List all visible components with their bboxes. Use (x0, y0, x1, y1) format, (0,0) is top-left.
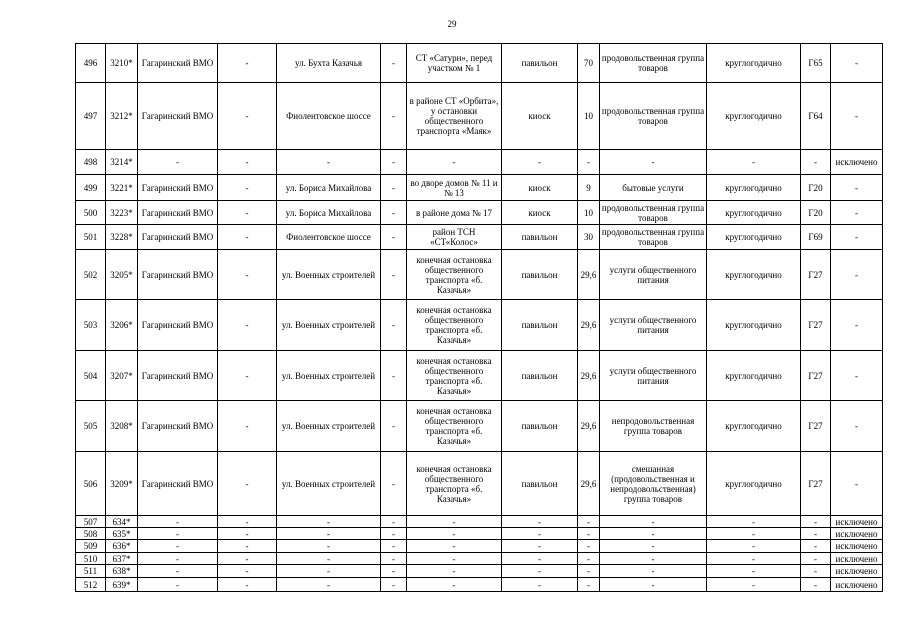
cell-district: Гагаринский ВМО (138, 201, 218, 225)
cell-period: - (707, 150, 801, 175)
table-row (76, 540, 883, 553)
cell-specialization: - (600, 553, 707, 565)
cell-period: круглогодично (707, 300, 801, 351)
cell-location: конечная остановка общественного транспорта «б. Казачья» (407, 250, 502, 300)
cell-specialization: продовольственная группа товаров (600, 44, 707, 83)
cell-street: ул. Бориса Михайлова (277, 175, 381, 201)
cell-area: 10 (578, 83, 600, 150)
cell-zone: Г27 (801, 452, 831, 516)
cell-note: - (831, 401, 883, 452)
cell-period: - (707, 565, 801, 578)
cell-object-code: 3210* (106, 44, 138, 83)
cell-area: 29,6 (578, 250, 600, 300)
cell-street: Фиолентовское шоссе (277, 225, 381, 250)
cell-area: 29,6 (578, 401, 600, 452)
cell-column-4: - (218, 540, 277, 553)
cell-district: Гагаринский ВМО (138, 351, 218, 401)
cell-street: - (277, 553, 381, 565)
cell-period: - (707, 540, 801, 553)
table-row (76, 565, 883, 578)
cell-area: 29,6 (578, 300, 600, 351)
cell-column-6: - (381, 516, 407, 528)
cell-street: ул. Военных строителей (277, 300, 381, 351)
cell-location: - (407, 516, 502, 528)
cell-specialization: - (600, 528, 707, 540)
cell-specialization: продовольственная группа товаров (600, 83, 707, 150)
cell-object-type: - (502, 528, 578, 540)
cell-column-6: - (381, 83, 407, 150)
cell-column-6: - (381, 150, 407, 175)
cell-column-6: - (381, 565, 407, 578)
cell-object-code: 3206* (106, 300, 138, 351)
cell-district: Гагаринский ВМО (138, 175, 218, 201)
cell-zone: - (801, 578, 831, 592)
cell-object-type: павильон (502, 401, 578, 452)
table-row (76, 44, 883, 83)
cell-street: - (277, 565, 381, 578)
cell-row-number: 499 (76, 175, 106, 201)
cell-object-type: - (502, 565, 578, 578)
table-row (76, 578, 883, 592)
cell-zone: Г27 (801, 401, 831, 452)
cell-column-4: - (218, 578, 277, 592)
cell-column-6: - (381, 250, 407, 300)
cell-note: - (831, 250, 883, 300)
cell-row-number: 506 (76, 452, 106, 516)
cell-column-4: - (218, 175, 277, 201)
cell-period: круглогодично (707, 250, 801, 300)
table-row (76, 452, 883, 516)
cell-zone: Г27 (801, 250, 831, 300)
cell-column-4: - (218, 150, 277, 175)
cell-object-type: - (502, 516, 578, 528)
cell-area: - (578, 516, 600, 528)
document-table (75, 43, 883, 592)
cell-note: исключено (831, 540, 883, 553)
cell-location: конечная остановка общественного транспорта «б. Казачья» (407, 351, 502, 401)
cell-period: - (707, 516, 801, 528)
cell-location: - (407, 565, 502, 578)
cell-district: Гагаринский ВМО (138, 401, 218, 452)
cell-street: ул. Бориса Михайлова (277, 201, 381, 225)
cell-note: - (831, 44, 883, 83)
cell-row-number: 500 (76, 201, 106, 225)
cell-specialization: - (600, 565, 707, 578)
table-row (76, 150, 883, 175)
cell-column-6: - (381, 351, 407, 401)
cell-column-6: - (381, 452, 407, 516)
cell-column-6: - (381, 578, 407, 592)
cell-column-6: - (381, 300, 407, 351)
cell-object-type: киоск (502, 83, 578, 150)
cell-note: - (831, 175, 883, 201)
cell-specialization: услуги общественного питания (600, 300, 707, 351)
cell-row-number: 509 (76, 540, 106, 553)
cell-column-6: - (381, 175, 407, 201)
cell-location: конечная остановка общественного транспорта «б. Казачья» (407, 452, 502, 516)
cell-column-4: - (218, 351, 277, 401)
cell-district: - (138, 528, 218, 540)
cell-zone: - (801, 553, 831, 565)
table-row (76, 225, 883, 250)
cell-street: - (277, 528, 381, 540)
cell-zone: Г69 (801, 225, 831, 250)
cell-zone: Г20 (801, 201, 831, 225)
cell-object-code: 638* (106, 565, 138, 578)
cell-column-4: - (218, 565, 277, 578)
cell-specialization: продовольственная группа товаров (600, 201, 707, 225)
cell-district: Гагаринский ВМО (138, 225, 218, 250)
cell-column-6: - (381, 540, 407, 553)
cell-column-4: - (218, 401, 277, 452)
cell-zone: Г20 (801, 175, 831, 201)
cell-period: круглогодично (707, 175, 801, 201)
cell-column-4: - (218, 225, 277, 250)
cell-area: - (578, 553, 600, 565)
cell-specialization: услуги общественного питания (600, 351, 707, 401)
cell-area: - (578, 528, 600, 540)
cell-object-type: киоск (502, 201, 578, 225)
cell-area: 9 (578, 175, 600, 201)
cell-specialization: непродовольственная группа товаров (600, 401, 707, 452)
cell-location: - (407, 553, 502, 565)
cell-location: во дворе домов № 11 и № 13 (407, 175, 502, 201)
cell-row-number: 512 (76, 578, 106, 592)
cell-object-code: 635* (106, 528, 138, 540)
cell-district: - (138, 565, 218, 578)
cell-note: исключено (831, 578, 883, 592)
cell-area: - (578, 150, 600, 175)
cell-object-type: павильон (502, 250, 578, 300)
cell-row-number: 508 (76, 528, 106, 540)
cell-object-code: 3212* (106, 83, 138, 150)
cell-period: - (707, 528, 801, 540)
cell-column-6: - (381, 44, 407, 83)
cell-area: 30 (578, 225, 600, 250)
cell-object-type: - (502, 540, 578, 553)
cell-area: 29,6 (578, 351, 600, 401)
cell-note: - (831, 201, 883, 225)
cell-street: - (277, 150, 381, 175)
cell-row-number: 497 (76, 83, 106, 150)
cell-district: Гагаринский ВМО (138, 250, 218, 300)
cell-period: - (707, 553, 801, 565)
cell-object-code: 3221* (106, 175, 138, 201)
cell-street: ул. Бухта Казачья (277, 44, 381, 83)
cell-location: - (407, 150, 502, 175)
cell-street: ул. Военных строителей (277, 351, 381, 401)
table-row (76, 201, 883, 225)
cell-object-code: 3228* (106, 225, 138, 250)
cell-column-4: - (218, 250, 277, 300)
cell-object-code: 3207* (106, 351, 138, 401)
cell-column-6: - (381, 201, 407, 225)
cell-object-type: - (502, 578, 578, 592)
cell-street: ул. Военных строителей (277, 250, 381, 300)
cell-object-code: 637* (106, 553, 138, 565)
cell-note: - (831, 300, 883, 351)
cell-zone: - (801, 540, 831, 553)
cell-period: круглогодично (707, 452, 801, 516)
cell-specialization: - (600, 516, 707, 528)
cell-object-type: павильон (502, 452, 578, 516)
table-row (76, 528, 883, 540)
cell-zone: Г27 (801, 300, 831, 351)
cell-object-code: 636* (106, 540, 138, 553)
cell-street: - (277, 540, 381, 553)
cell-row-number: 498 (76, 150, 106, 175)
cell-row-number: 503 (76, 300, 106, 351)
cell-area: - (578, 578, 600, 592)
cell-specialization: - (600, 150, 707, 175)
cell-object-type: павильон (502, 225, 578, 250)
table-row (76, 351, 883, 401)
table-row (76, 83, 883, 150)
cell-column-6: - (381, 528, 407, 540)
cell-note: исключено (831, 565, 883, 578)
cell-object-code: 3223* (106, 201, 138, 225)
cell-zone: Г27 (801, 351, 831, 401)
cell-street: ул. Военных строителей (277, 452, 381, 516)
cell-zone: Г64 (801, 83, 831, 150)
cell-zone: - (801, 516, 831, 528)
cell-period: круглогодично (707, 225, 801, 250)
cell-district: Гагаринский ВМО (138, 44, 218, 83)
cell-note: - (831, 351, 883, 401)
cell-area: - (578, 565, 600, 578)
cell-row-number: 511 (76, 565, 106, 578)
cell-district: - (138, 540, 218, 553)
cell-object-code: 3209* (106, 452, 138, 516)
cell-column-6: - (381, 401, 407, 452)
cell-row-number: 507 (76, 516, 106, 528)
cell-period: круглогодично (707, 351, 801, 401)
table-row (76, 516, 883, 528)
cell-area: 29,6 (578, 452, 600, 516)
cell-column-6: - (381, 553, 407, 565)
cell-district: - (138, 578, 218, 592)
cell-object-type: павильон (502, 44, 578, 83)
cell-note: исключено (831, 553, 883, 565)
cell-district: - (138, 150, 218, 175)
cell-period: круглогодично (707, 44, 801, 83)
cell-column-4: - (218, 44, 277, 83)
cell-district: - (138, 553, 218, 565)
cell-row-number: 496 (76, 44, 106, 83)
cell-object-code: 634* (106, 516, 138, 528)
cell-column-4: - (218, 553, 277, 565)
cell-street: - (277, 578, 381, 592)
cell-zone: - (801, 150, 831, 175)
cell-specialization: бытовые услуги (600, 175, 707, 201)
table-row (76, 401, 883, 452)
cell-column-4: - (218, 201, 277, 225)
cell-area: - (578, 540, 600, 553)
cell-location: в районе СТ «Орбита», у остановки общественного транспорта «Маяк» (407, 83, 502, 150)
cell-location: в районе дома № 17 (407, 201, 502, 225)
cell-row-number: 502 (76, 250, 106, 300)
table-row (76, 300, 883, 351)
table-body (76, 44, 883, 592)
cell-column-4: - (218, 528, 277, 540)
cell-specialization: услуги общественного питания (600, 250, 707, 300)
cell-specialization: смешанная (продовольственная и непродовольственная) группа товаров (600, 452, 707, 516)
cell-location: конечная остановка общественного транспорта «б. Казачья» (407, 401, 502, 452)
cell-note: исключено (831, 516, 883, 528)
cell-column-4: - (218, 83, 277, 150)
cell-area: 10 (578, 201, 600, 225)
cell-note: исключено (831, 528, 883, 540)
cell-note: - (831, 452, 883, 516)
cell-object-code: 3205* (106, 250, 138, 300)
cell-period: круглогодично (707, 401, 801, 452)
cell-column-4: - (218, 516, 277, 528)
cell-location: - (407, 540, 502, 553)
cell-period: круглогодично (707, 83, 801, 150)
cell-specialization: продовольственная группа товаров (600, 225, 707, 250)
cell-district: - (138, 516, 218, 528)
cell-location: конечная остановка общественного транспорта «б. Казачья» (407, 300, 502, 351)
cell-note: - (831, 83, 883, 150)
cell-zone: - (801, 528, 831, 540)
cell-column-4: - (218, 300, 277, 351)
cell-note: исключено (831, 150, 883, 175)
cell-period: круглогодично (707, 201, 801, 225)
cell-specialization: - (600, 540, 707, 553)
cell-street: ул. Военных строителей (277, 401, 381, 452)
cell-specialization: - (600, 578, 707, 592)
cell-object-type: киоск (502, 175, 578, 201)
cell-zone: - (801, 565, 831, 578)
cell-location: СТ «Сатурн», перед участком № 1 (407, 44, 502, 83)
cell-street: - (277, 516, 381, 528)
cell-location: - (407, 528, 502, 540)
table-row (76, 175, 883, 201)
table-row (76, 250, 883, 300)
cell-row-number: 501 (76, 225, 106, 250)
cell-object-type: - (502, 553, 578, 565)
cell-row-number: 504 (76, 351, 106, 401)
cell-area: 70 (578, 44, 600, 83)
page-number: 29 (447, 19, 457, 29)
cell-object-code: 639* (106, 578, 138, 592)
cell-period: - (707, 578, 801, 592)
cell-district: Гагаринский ВМО (138, 452, 218, 516)
cell-column-4: - (218, 452, 277, 516)
cell-object-code: 3208* (106, 401, 138, 452)
cell-location: - (407, 578, 502, 592)
cell-column-6: - (381, 225, 407, 250)
cell-row-number: 505 (76, 401, 106, 452)
cell-object-type: - (502, 150, 578, 175)
cell-district: Гагаринский ВМО (138, 83, 218, 150)
cell-zone: Г65 (801, 44, 831, 83)
cell-row-number: 510 (76, 553, 106, 565)
table-row (76, 553, 883, 565)
cell-district: Гагаринский ВМО (138, 300, 218, 351)
cell-object-code: 3214* (106, 150, 138, 175)
cell-location: район ТСН «СТ«Колос» (407, 225, 502, 250)
cell-object-type: павильон (502, 300, 578, 351)
cell-note: - (831, 225, 883, 250)
cell-object-type: павильон (502, 351, 578, 401)
cell-street: Фиолентовское шоссе (277, 83, 381, 150)
